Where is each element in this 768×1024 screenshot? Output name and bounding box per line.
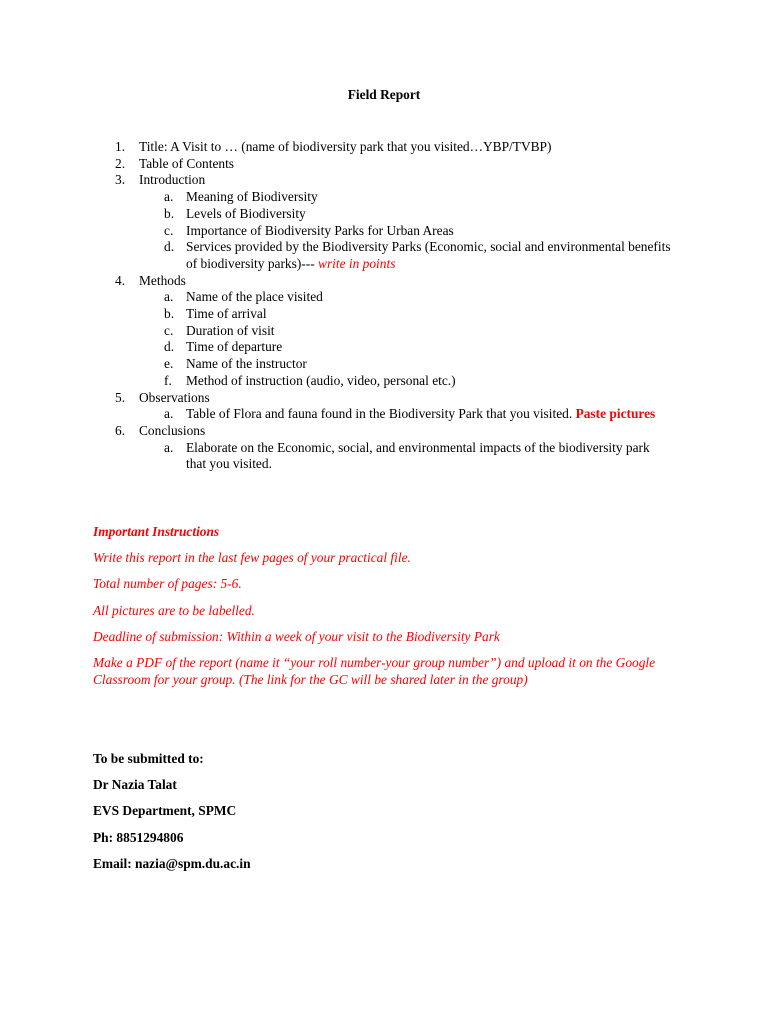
outline-subtext: Time of departure [186,339,283,355]
outline-text: Introduction [139,172,206,188]
outline-subtext: Meaning of Biodiversity [186,189,318,205]
contact-phone: Ph: 8851294806 [93,829,184,845]
outline-subitem [93,206,673,223]
outline-note-highlight: Paste pictures [575,406,656,422]
outline-submarker: c. [164,322,174,338]
submission-contact [93,751,593,882]
outline-item-toc [93,156,673,173]
outline-subitem [93,356,673,373]
important-instructions [93,524,673,698]
outline-submarker: a. [164,439,174,455]
contact-name: Dr Nazia Talat [93,777,177,793]
outline-item-observations [93,390,673,407]
outline-submarker: a. [164,289,174,305]
outline-item-title [93,139,673,156]
outline-subitem [93,440,673,473]
outline-subitem [93,189,673,206]
outline-subitem [93,339,673,356]
outline-submarker: c. [164,222,174,238]
outline-note-highlight: write in points [318,255,396,271]
outline-subtext: Name of the instructor [186,356,307,372]
outline-submarker: a. [164,406,174,422]
outline-submarker: a. [164,189,174,205]
outline-subtext: Method of instruction (audio, video, personal etc.) [186,372,456,388]
outline-item-conclusions [93,423,673,440]
outline-submarker: f. [164,372,172,388]
outline-submarker: b. [164,306,175,322]
outline-subtext: Levels of Biodiversity [186,205,306,221]
report-outline [93,139,673,473]
contact-email: Email: nazia@spm.du.ac.in [93,855,251,871]
outline-submarker: b. [164,205,175,221]
outline-submarker: e. [164,356,174,372]
outline-text: Methods [139,272,186,288]
contact-department: EVS Department, SPMC [93,803,237,819]
outline-subitem [93,239,673,272]
outline-subtext: Elaborate on the Economic, social, and environmental impacts of the biodiversity park that you visited. [186,439,650,472]
outline-text: Observations [139,389,210,405]
outline-subitem [93,223,673,240]
document-title: Field Report [347,87,421,102]
outline-text: Table of Contents [139,155,235,171]
instruction-line: Total number of pages: 5-6. [93,576,242,592]
outline-item-introduction [93,172,673,189]
outline-subitem [93,289,673,306]
instruction-line: Deadline of submission: Within a week of your visit to the Biodiversity Park [93,628,500,644]
instruction-line: Write this report in the last few pages of your practical file. [93,550,411,566]
outline-marker: 4. [115,272,126,288]
outline-marker: 2. [115,155,126,171]
outline-text: Conclusions [139,422,206,438]
instructions-heading: Important Instructions [93,524,220,539]
outline-text: Title: A Visit to … (name of biodiversity park that you visited…YBP/TVBP) [139,139,552,154]
outline-marker: 1. [115,139,126,154]
outline-item-methods [93,273,673,290]
outline-marker: 6. [115,422,126,438]
outline-marker: 3. [115,172,126,188]
instruction-line: Make a PDF of the report (name it “your roll number-your group number”) and upload it on the Google Classroom for your group. (The link for the GC will be shared later in the group) [93,655,656,687]
outline-marker: 5. [115,389,126,405]
outline-subtext: Table of Flora and fauna found in the Biodiversity Park that you visited. [186,406,573,422]
outline-subtext: Duration of visit [186,322,275,338]
outline-subtext: Importance of Biodiversity Parks for Urban Areas [186,222,454,238]
outline-subitem [93,323,673,340]
contact-heading: To be submitted to: [93,751,204,766]
outline-subtext: Name of the place visited [186,289,323,305]
outline-subitem [93,306,673,323]
outline-subtext: Time of arrival [186,306,267,322]
outline-subitem [93,406,673,423]
outline-subitem [93,373,673,390]
outline-submarker: d. [164,339,175,355]
instruction-line: All pictures are to be labelled. [93,602,255,618]
outline-subtext: Services provided by the Biodiversity Parks (Economic, social and environmental benefits of biodiversity parks)--- [186,239,671,271]
outline-submarker: d. [164,239,175,255]
